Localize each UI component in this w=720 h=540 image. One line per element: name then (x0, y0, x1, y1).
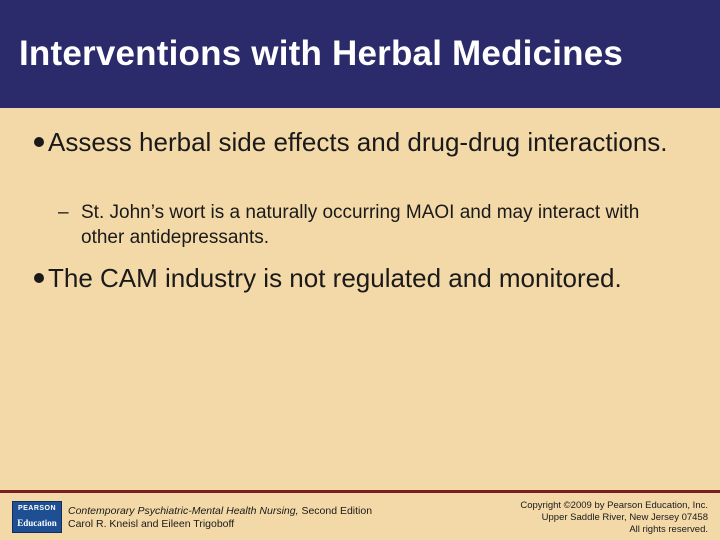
book-authors: Carol R. Kneisl and Eileen Trigoboff (68, 518, 235, 530)
slide-title: Interventions with Herbal Medicines (19, 34, 624, 73)
logo-bottom-text: Education (17, 518, 57, 528)
bullet-text: The CAM industry is not regulated and monitored. (48, 263, 622, 293)
sub-bullet-text: St. John’s wort is a naturally occurring MAOI and may interact with other antidepressants. (81, 202, 640, 248)
logo-top-text: PEARSON (17, 505, 57, 512)
bullet-dot-icon (34, 137, 44, 147)
book-title-line (68, 505, 372, 518)
book-title: Contemporary Psychiatric-Mental Health Nursing, (68, 505, 299, 517)
bullet-text: Assess herbal side effects and drug-drug interactions. (48, 127, 668, 157)
title-bar (0, 0, 720, 108)
footer-divider (0, 490, 720, 493)
copyright-line-2: Upper Saddle River, New Jersey 07458 (541, 512, 708, 523)
copyright-line-3: All rights reserved. (629, 524, 708, 535)
pearson-logo (12, 501, 62, 533)
book-credit (68, 505, 372, 531)
copyright-notice (520, 500, 708, 536)
copyright-line-1: Copyright ©2009 by Pearson Education, Inc. (520, 500, 708, 511)
book-edition: Second Edition (301, 505, 373, 517)
bullet-dot-icon (34, 273, 44, 283)
dash-icon: – (58, 202, 69, 223)
